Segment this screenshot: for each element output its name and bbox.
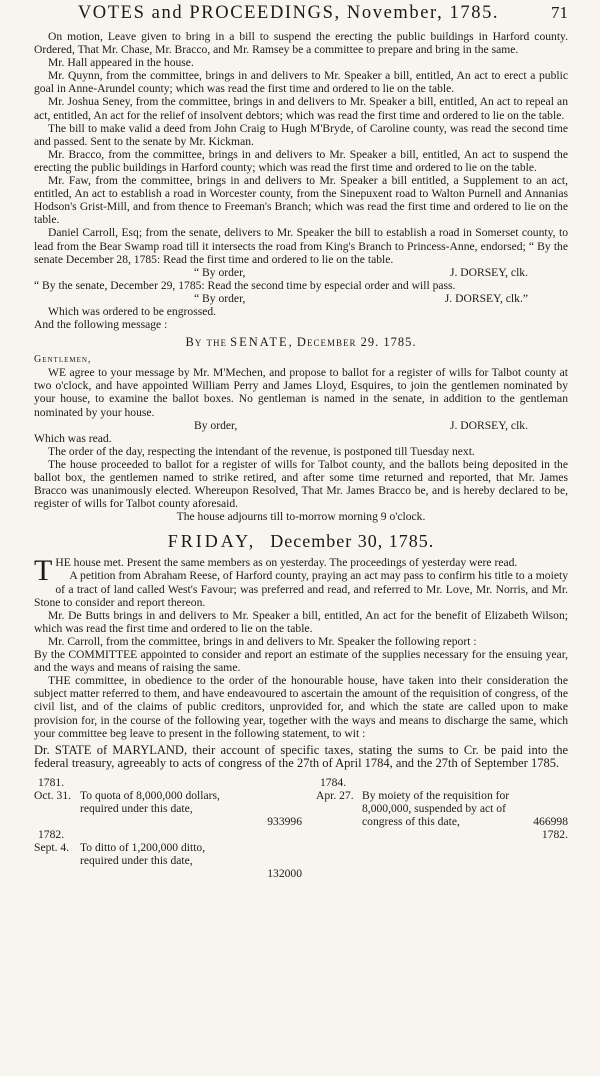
entry-amount: 132000 — [267, 867, 302, 881]
by-order-text: “ By order, — [194, 265, 246, 279]
entry-date: Sept. 4. — [34, 841, 70, 855]
proceeding-paragraph: Mr. Joshua Seney, from the committee, brings in and delivers to Mr. Speaker a bill, entitled, An act to repeal an act, entitled, An act for the relief of insolvent debtors; which was read the first time and ordered to lie on the table. — [34, 95, 568, 122]
ledger-year: 1782. — [541, 828, 568, 842]
committee-report-body: THE committee, in obedience to the order of the honourable house, have taken into their consideration the subject matter referred to them, and have endeavoured to ascertain the amount of the requisition of congress, of the civil list, and of the claims of public creditors, unprovided for, and which the state are called upon to make provision for, in the course of the following year, together with the ways and means to discharge the same, which your committee beg leave to present in the following statement, to wit : — [34, 674, 568, 740]
proceeding-paragraph: The order of the day, respecting the intendant of the revenue, is postponed till Tuesday next. — [48, 444, 475, 458]
proceeding-paragraph: Mr. De Butts brings in and delivers to Mr. Speaker a bill, entitled, An act for the benefit of Elizabeth Wilson; which was read the first time and ordered to lie on the table. — [34, 608, 568, 635]
entry-text: To quota of 8,000,000 dollars, required under this date, — [80, 788, 220, 816]
entry-amount: 933996 — [267, 814, 302, 828]
clerk-signature: J. DORSEY, clk. — [449, 265, 528, 279]
ledger-year: 1781. — [38, 775, 65, 789]
entry-date: Apr. 27. — [316, 788, 354, 802]
proceeding-paragraph: Mr. Bracco, from the committee, brings in and delivers to Mr. Speaker a bill, entitled, An act to suspend the erecting the public buildings in Harford county; which was read the first time and ordered to lie on the table. — [34, 147, 568, 174]
senate-message-heading: By the SENATE, December 29. 1785. — [185, 335, 417, 350]
state-account-heading: Dr. STATE of MARYLAND, their account of specific taxes, stating the sums to Cr. be paid into the federal treasury, agreeably to acts of congress of the 27th of April 1784, and the 27th of September 1785. — [34, 742, 568, 770]
proceeding-paragraph: A petition from Abraham Reese, of Harford county, praying an act may pass to confirm his title to a moiety of a tract of land called West's Favour; was preferred and read, and referred to Mr. Love, Mr. Norris, and Mr. Stone to consider and report thereon. — [34, 569, 568, 609]
entry-date: Oct. 31. — [34, 788, 72, 802]
clerk-signature: J. DORSEY, clk.” — [444, 291, 528, 305]
proceeding-paragraph: Mr. Quynn, from the committee, brings in and delivers to Mr. Speaker a bill, entitled, An act to erect a public goal in Anne-Arundel county; which was read the first time and ordered to lie on the table. — [34, 69, 568, 96]
message-date: December 29. 1785. — [296, 335, 417, 350]
proceeding-paragraph: On motion, Leave given to bring in a bill to suspend the erecting the public buildings in Harford county. Ordered, That Mr. Chase, Mr. Bracco, and Mr. Ramsey be a committee to prepare and bring in the same. — [34, 30, 568, 57]
ledger-entry — [34, 789, 302, 828]
running-title: VOTES and PROCEEDINGS, November, 1785. — [77, 3, 500, 23]
proceeding-paragraph: Mr. Faw, from the committee, brings in and delivers to Mr. Speaker a bill entitled, a Supplement to an act, entitled, An act to establish a road in Worcester county, from the Sinepuxent road to Walton Purnell and Annanias Hodson's Grist-Mill, and from thence to Freeman's Branch; which was read the first time and ordered to lie on the table. — [34, 174, 568, 227]
proceeding-paragraph: Mr. Hall appeared in the house. — [48, 56, 194, 70]
salutation: Gentlemen, — [34, 354, 92, 366]
senate-message-body: WE agree to your message by Mr. M'Mechen, and propose to ballot for a register of wills for Talbot county at two o'clock, and have appointed William Perry and James Lloyd, Esquires, to join the gentlemen nominated by your house, to examine the ballot boxes. No gentleman is named in the senate, in addition to the gentleman nominated by your house. — [34, 366, 568, 419]
proceeding-paragraph: The bill to make valid a deed from John Craig to Hugh M'Bryde, of Caroline county, was read the second time and passed. Sent to the senate by Mr. Kickman. — [34, 121, 568, 148]
senate-endorsement: “ By the senate, December 29, 1785: Read the second time by especial order and will pass. — [34, 278, 456, 292]
proceedings-section — [34, 30, 568, 266]
friday-date: December 30, 1785. — [270, 531, 435, 552]
signature-line — [34, 292, 568, 305]
proceeding-paragraph: Which was read. — [34, 431, 112, 445]
entry-text: To ditto of 1,200,000 ditto, required under this date, — [80, 841, 206, 868]
by-order-text: “ By order, — [194, 291, 246, 305]
engrossed-note: Which was ordered to be engrossed. — [48, 304, 217, 318]
entry-amount: 466998 — [533, 814, 568, 828]
ledger-entry — [316, 789, 568, 828]
friday-opening: THE house met. Present the same members as on yesterday. The proceedings of yesterday were read. — [34, 554, 518, 588]
ledger-entry — [34, 841, 302, 880]
ledger-year: 1784. — [320, 775, 347, 789]
committee-title: By the COMMITTEE appointed to consider and report an estimate of the supplies necessary for the ensuing year, and the ways and means of raising the same. — [34, 648, 568, 675]
proceeding-paragraph: The house proceeded to ballot for a register of wills for Talbot county, and the ballots being deposited in the ballot box, the gentlemen named to strike retired, and after some time returned and reported, that Mr. James Bracco was unanimously elected. Whereupon Resolved, That Mr. James Bracco be, and is hereby declared to be, register of wills for Talbot county aforesaid. — [34, 457, 568, 511]
after-message-section — [34, 432, 568, 524]
by-order-text: By order, — [194, 418, 238, 432]
ledger-year: 1782. — [38, 828, 65, 842]
page-number: 71 — [551, 3, 568, 22]
account-ledger — [34, 776, 568, 880]
proceeding-paragraph: Daniel Carroll, Esq; from the senate, delivers to Mr. Speaker the bill to establish a road in Somerset county, to lead from the Bear Swamp road till it intersects the road from King's Branch to Princess-Anne, endorsed; “ By the senate December 28, 1785: Read the first time and ordered to lie on the table. — [34, 226, 568, 266]
following-message-note: And the following message : — [34, 318, 168, 332]
proceeding-paragraph: Mr. Carroll, from the committee, brings in and delivers to Mr. Speaker the following report : — [48, 634, 477, 648]
entry-text: By moiety of the requisition for 8,000,000, suspended by act of congress of this date, — [362, 788, 510, 829]
day-name: FRIDAY, — [167, 531, 257, 552]
clerk-signature: J. DORSEY, clk. — [449, 418, 528, 432]
credit-column — [302, 776, 568, 880]
senate-label: SENATE, — [230, 335, 294, 350]
adjournment-note: The house adjourns till to-morrow morning 9 o'clock. — [176, 510, 426, 524]
signature-line — [34, 266, 568, 279]
drop-cap: T — [34, 554, 53, 588]
page-header — [34, 0, 568, 30]
debit-column — [34, 776, 302, 880]
friday-heading — [34, 531, 568, 552]
signature-line — [34, 419, 568, 432]
